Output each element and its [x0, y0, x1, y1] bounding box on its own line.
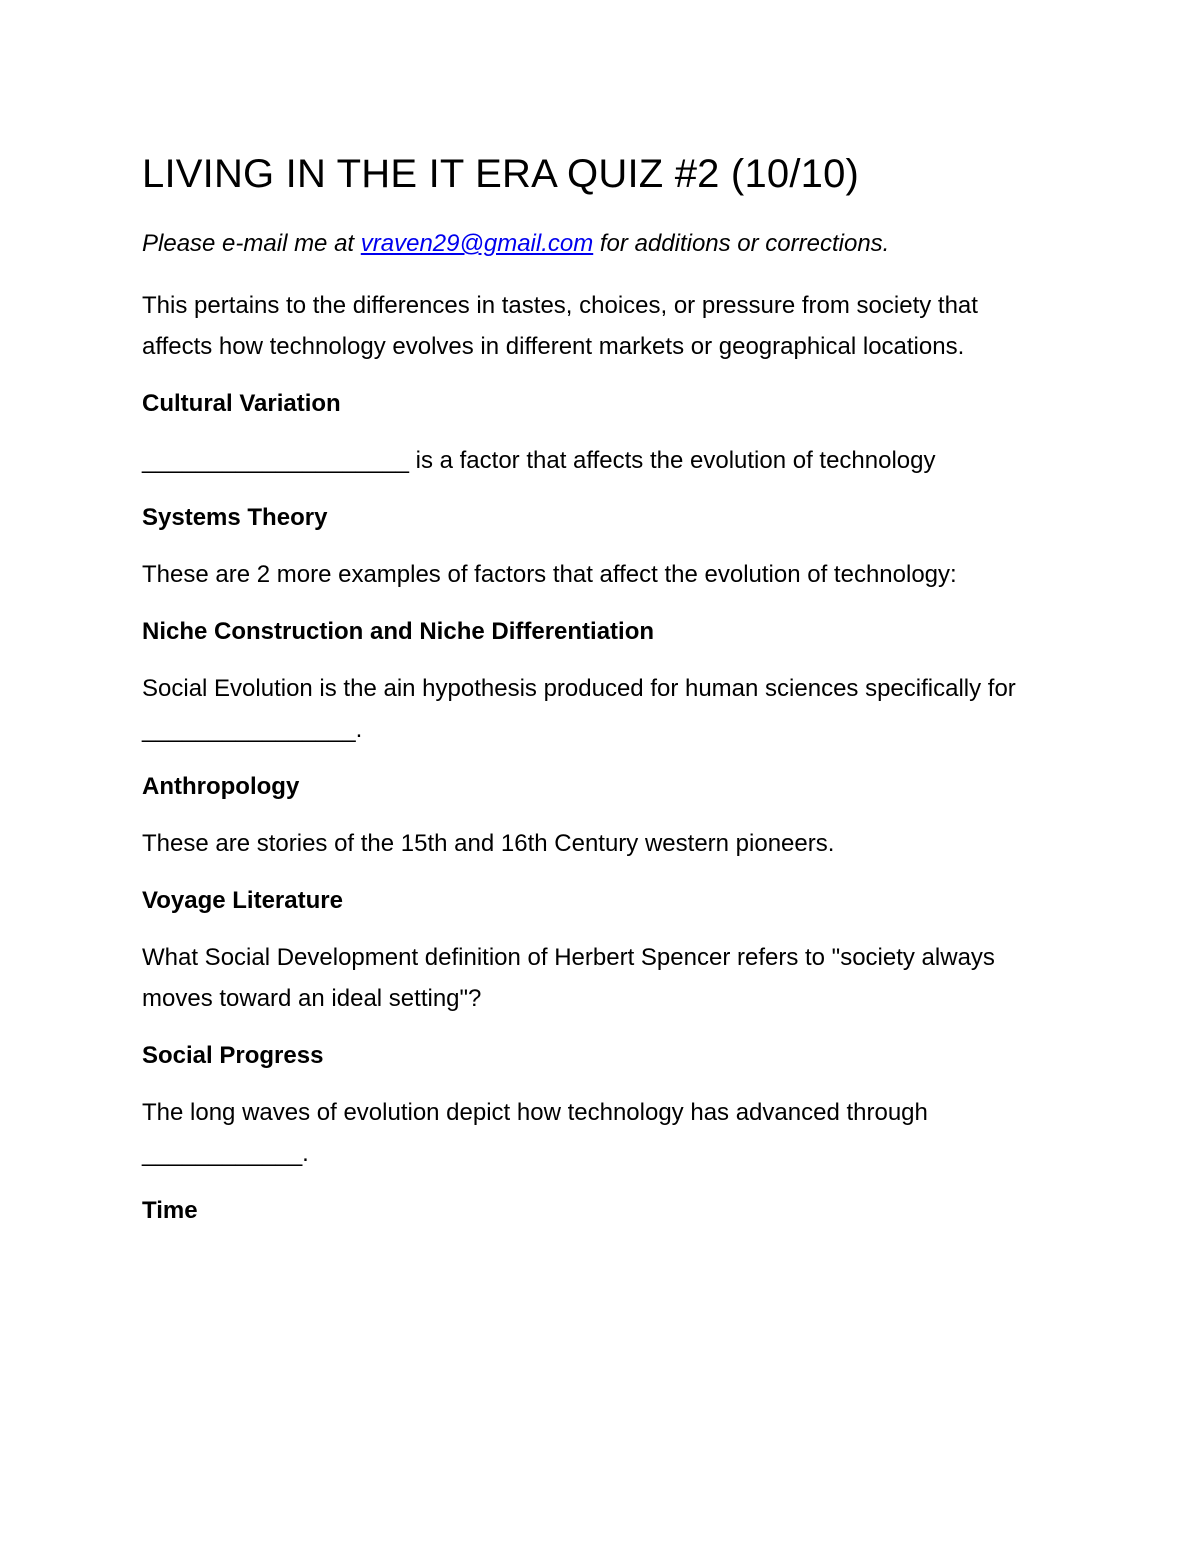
question-text: These are stories of the 15th and 16th Century western pioneers.	[142, 830, 835, 858]
contact-note	[142, 228, 1042, 259]
answer-text: Anthropology	[142, 773, 300, 801]
answer-text: Systems Theory	[142, 504, 328, 532]
email-link[interactable]: vraven29@gmail.com	[360, 230, 594, 257]
answer-text: Niche Construction and Niche Differentiation	[142, 618, 655, 646]
answer-text: Time	[142, 1197, 198, 1225]
contact-prefix: Please e-mail me at	[142, 230, 361, 257]
question-text: What Social Development definition of Herbert Spencer refers to "society always moves toward an ideal setting"?	[142, 944, 995, 1013]
question-text: The long waves of evolution depict how technology has advanced through ____________.	[142, 1099, 928, 1168]
question-text: This pertains to the differences in tastes, choices, or pressure from society that affects how technology evolves in different markets or geographical locations.	[142, 292, 978, 361]
answer-text: Social Progress	[142, 1042, 324, 1070]
answer-text: Cultural Variation	[142, 390, 341, 418]
contact-suffix: for additions or corrections.	[593, 230, 890, 257]
question-text: ____________________ is a factor that affects the evolution of technology	[142, 447, 936, 475]
question-text: Social Evolution is the ain hypothesis produced for human sciences specifically for ________________.	[142, 675, 1016, 744]
question-text: These are 2 more examples of factors that affect the evolution of technology:	[142, 561, 957, 589]
document-page	[142, 150, 1042, 1247]
page-title: LIVING IN THE IT ERA QUIZ #2 (10/10)	[142, 152, 860, 196]
answer-text: Voyage Literature	[142, 887, 343, 915]
